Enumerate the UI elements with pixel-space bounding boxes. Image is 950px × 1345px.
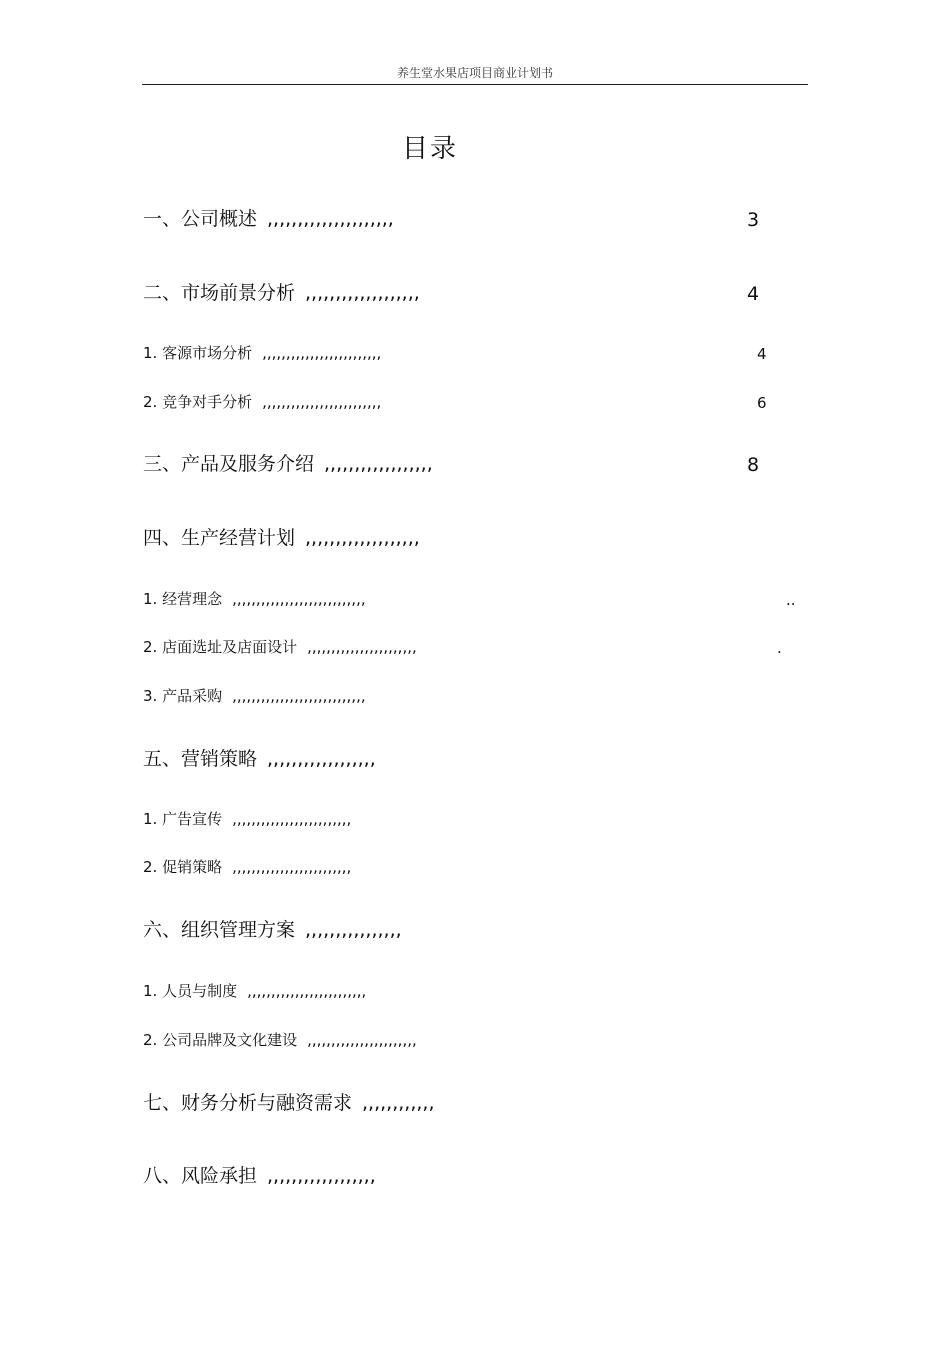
toc-page-number: 4 [757,345,767,363]
toc-leader-dots: ,,,,,,,,,,,,,,,, [305,919,402,941]
toc-entry-company-overview[interactable] [143,210,394,229]
toc-entry-operations-plan[interactable] [143,529,420,548]
toc-entry-label: 1. 广告宣传 [143,810,223,828]
toc-page-number: 4 [747,283,760,305]
toc-leader-dots: ,,,,,,,,,,,,,,,,,,,,,,,,,,,, [232,687,366,705]
toc-entry-business-philosophy[interactable] [143,592,366,607]
toc-leader-dots: ,,,,,,,,,,,,,,,,,, [267,748,376,770]
toc-entry-market-outlook[interactable] [143,284,420,303]
toc-entry-advertising[interactable] [143,812,351,827]
toc-entry-products-services[interactable] [143,455,433,474]
toc-entry-label: 五、营销策略 [143,748,258,770]
toc-page-number: 3 [747,209,760,231]
toc-leader-dots: ,,,,,,,,,,,,,,,,,,,,,,,,, [232,810,352,828]
running-header: 养生堂水果店项目商业计划书 [396,66,553,80]
toc-leader-dots: ,,,,,,,,,,,,,,,,,,, [305,527,420,549]
toc-entry-label: 2. 促销策略 [143,858,223,876]
toc-entry-organization-management[interactable] [143,921,402,940]
toc-entry-store-location-design[interactable] [143,640,417,655]
toc-entry-customer-market[interactable] [143,346,381,361]
toc-leader-dots: ,,,,,,,,,,,,,,,,,,,,, [267,208,394,230]
toc-title: 目录 [401,134,458,164]
toc-entry-label: 一、公司概述 [143,208,258,230]
toc-leader-dots: ,,,,,,,,,,,,,,,,,,, [305,282,420,304]
toc-entry-label: 2. 店面选址及店面设计 [143,638,298,656]
toc-entry-label: 3. 产品采购 [143,687,223,705]
toc-page-number: . [777,639,782,657]
toc-leader-dots: ,,,,,,,,,,,,,,,,,,,,,,,,, [262,393,382,411]
toc-entry-risk-bearing[interactable] [143,1167,376,1186]
toc-entry-brand-culture[interactable] [143,1033,417,1048]
toc-entry-label: 二、市场前景分析 [143,282,296,304]
toc-entry-staff-policies[interactable] [143,984,366,999]
toc-entry-financial-analysis[interactable] [143,1094,435,1113]
toc-entry-label: 2. 竞争对手分析 [143,393,253,411]
toc-entry-label: 1. 人员与制度 [143,982,238,1000]
toc-entry-label: 2. 公司品牌及文化建设 [143,1031,298,1049]
toc-entry-label: 四、生产经营计划 [143,527,296,549]
toc-leader-dots: ,,,,,,,,,,,,,,,,,,,,,,,,, [232,858,352,876]
toc-entry-promotion-strategy[interactable] [143,860,351,875]
toc-leader-dots: ,,,,,,,,,,,,,,,,,, [267,1165,376,1187]
toc-leader-dots: ,,,,,,,,,,,,,,,,,,,,,,, [307,638,417,656]
toc-leader-dots: ,,,,,,,,,,,, [362,1092,435,1114]
toc-leader-dots: ,,,,,,,,,,,,,,,,,,,,,,, [307,1031,417,1049]
toc-leader-dots: ,,,,,,,,,,,,,,,,,,,,,,,,, [247,982,367,1000]
toc-entry-competitor-analysis[interactable] [143,395,381,410]
toc-entry-marketing-strategy[interactable] [143,750,376,769]
toc-entry-label: 1. 客源市场分析 [143,344,253,362]
header-rule [142,84,808,85]
toc-page-number: 6 [757,394,767,412]
toc-entry-label: 三、产品及服务介绍 [143,453,315,475]
toc-entry-label: 六、组织管理方案 [143,919,296,941]
toc-entry-label: 八、风险承担 [143,1165,258,1187]
toc-entry-product-purchasing[interactable] [143,689,366,704]
toc-page-number: 8 [747,454,760,476]
toc-leader-dots: ,,,,,,,,,,,,,,,,,,,,,,,,, [262,344,382,362]
toc-entry-label: 七、财务分析与融资需求 [143,1092,353,1114]
toc-entry-label: 1. 经营理念 [143,590,223,608]
toc-page-number: .. [786,591,796,609]
toc-leader-dots: ,,,,,,,,,,,,,,,,,,,,,,,,,,,, [232,590,366,608]
toc-leader-dots: ,,,,,,,,,,,,,,,,,, [324,453,433,475]
